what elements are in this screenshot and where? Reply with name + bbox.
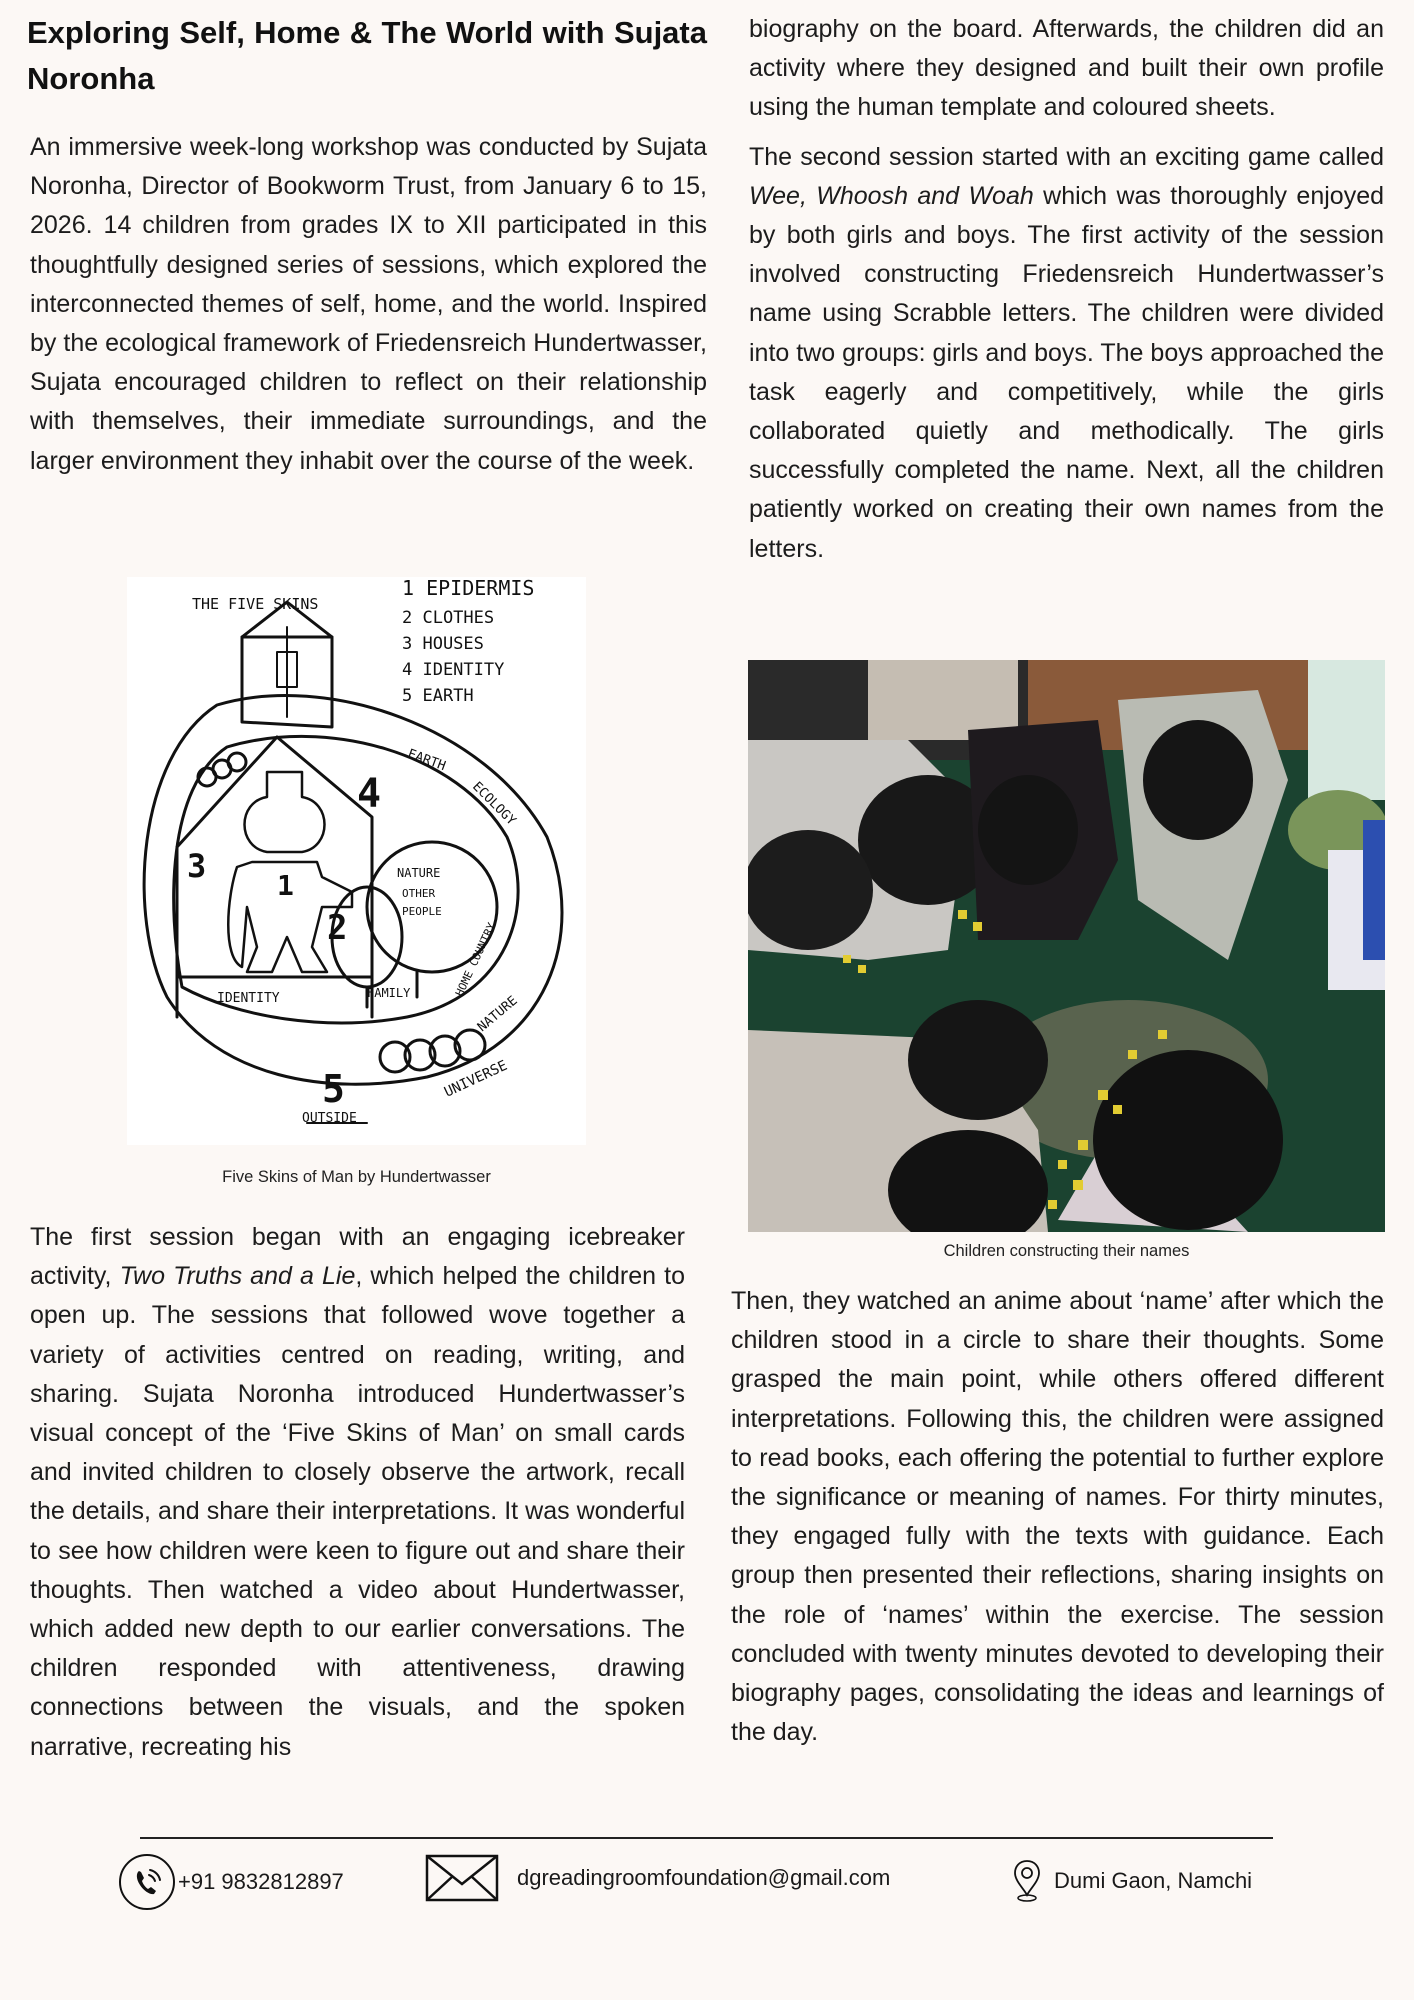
legend-item-2: 2 CLOTHES <box>402 608 495 628</box>
children-photo <box>748 660 1385 1232</box>
location-pin-icon <box>1012 1859 1042 1903</box>
intro-paragraph: An immersive week-long workshop was conducted by Sujata Noronha, Director of Bookworm Trust, from January 6 to 15, 2026. 14 children from grades IX to XII participated in this thoughtfully designed series of sessions, which explored the interconnected themes of self, home, and the world. Inspired by the ecological framework of Friedensreich Hundertwasser, Sujata encouraged children to reflect on their relationship with themselves, their immediate surroundings, and the larger environment they inhabit over the course of the week. <box>30 133 707 475</box>
footer-location <box>1012 1856 1252 1906</box>
svg-text:PEOPLE: PEOPLE <box>402 905 442 918</box>
svg-text:NATURE: NATURE <box>397 866 441 880</box>
svg-text:1: 1 <box>277 869 294 902</box>
svg-text:ECOLOGY: ECOLOGY <box>469 779 519 829</box>
svg-text:UNIVERSE: UNIVERSE <box>441 1057 510 1101</box>
svg-text:FAMILY: FAMILY <box>367 986 411 1000</box>
svg-text:4: 4 <box>357 771 382 817</box>
svg-text:5: 5 <box>322 1067 345 1111</box>
svg-text:IDENTITY: IDENTITY <box>217 991 280 1006</box>
figure1-caption: Five Skins of Man by Hundertwasser <box>222 1168 491 1186</box>
svg-text:NATURE: NATURE <box>474 993 521 1036</box>
session2-paragraph: The second session started with an exciting game called Wee, Whoosh and Woah which was thoroughly enjoyed by both girls and boys. The first activity of the session involved constructing Friedensreich Hundertwasser’s name using Scrabble letters. The children were divided into two groups: girls and boys. The boys approached the task eagerly and competitively, while the girls collaborated quietly and methodically. The girls successfully completed the name. Next, all the children patiently worked on creating their own names from the letters. <box>749 142 1385 563</box>
svg-text:EARTH: EARTH <box>405 746 448 775</box>
drawing-title: THE FIVE SKINS <box>192 595 319 613</box>
legend-item-3: 3 HOUSES <box>402 634 484 654</box>
phone-icon <box>118 1853 176 1911</box>
figure2-caption: Children constructing their names <box>943 1242 1190 1260</box>
footer-email[interactable] <box>425 1848 890 1908</box>
svg-text:OUTSIDE: OUTSIDE <box>302 1111 357 1126</box>
session1-continued-paragraph: biography on the board. Afterwards, the children did an activity where they designed and built their own profile using the human template and coloured sheets. <box>749 15 1384 122</box>
game-name-two-truths: Two Truths and a Lie <box>119 1262 356 1291</box>
footer-phone[interactable] <box>118 1852 344 1912</box>
five-skins-drawing <box>127 577 586 1145</box>
svg-text:OTHER: OTHER <box>402 887 436 900</box>
game-name-wee-whoosh-woah: Wee, Whoosh and Woah <box>749 181 1034 210</box>
article-title: Exploring Self, Home & The World with Sujata Noronha <box>27 15 707 96</box>
location-text: Dumi Gaon, Namchi <box>1054 1868 1253 1893</box>
phone-number[interactable]: +91 9832812897 <box>178 1869 344 1894</box>
footer-divider <box>140 1837 1273 1839</box>
legend-item-5: 5 EARTH <box>402 686 474 706</box>
right-column-top <box>749 10 1384 569</box>
mail-icon <box>425 1854 499 1902</box>
legend-item-4: 4 IDENTITY <box>402 660 505 680</box>
legend-item-1: 1 EPIDERMIS <box>402 577 535 600</box>
svg-text:3: 3 <box>187 847 207 885</box>
session2-continued-paragraph: Then, they watched an anime about ‘name’ after which the children stood in a circle to share their thoughts. Some grasped the main point, while others offered different interpretations. Following this, the children were assigned to read books, each offering the potential to further explore the significance or meaning of names. For thirty minutes, they engaged fully with the texts with guidance. Each group then presented their reflections, sharing insights on the role of ‘names’ within the exercise. The session concluded with twenty minutes devoted to developing their biography pages, consolidating the ideas and learnings of the day. <box>731 1287 1384 1747</box>
svg-text:HOME COUNTRY: HOME COUNTRY <box>452 920 499 999</box>
session1-paragraph: The first session began with an engaging icebreaker activity, Two Truths and a Lie, which helped the children to open up. The sessions that followed wove together a variety of activities centred on reading, writing, and sharing. Sujata Noronha introduced Hundertwasser’s visual concept of the ‘Five Skins of Man’ on small cards and invited children to closely observe the artwork, recall the details, and share their interpretations. It was wonderful to see how children were keen to figure out and share their thoughts. Then watched a video about Hundertwasser, which added new depth to our earlier conversations. The children responded with attentiveness, drawing connections between the visuals, and the spoken narrative, recreating his <box>30 1223 685 1761</box>
svg-text:2: 2 <box>327 908 348 948</box>
email-address[interactable]: dgreadingroomfoundation@gmail.com <box>517 1865 891 1890</box>
